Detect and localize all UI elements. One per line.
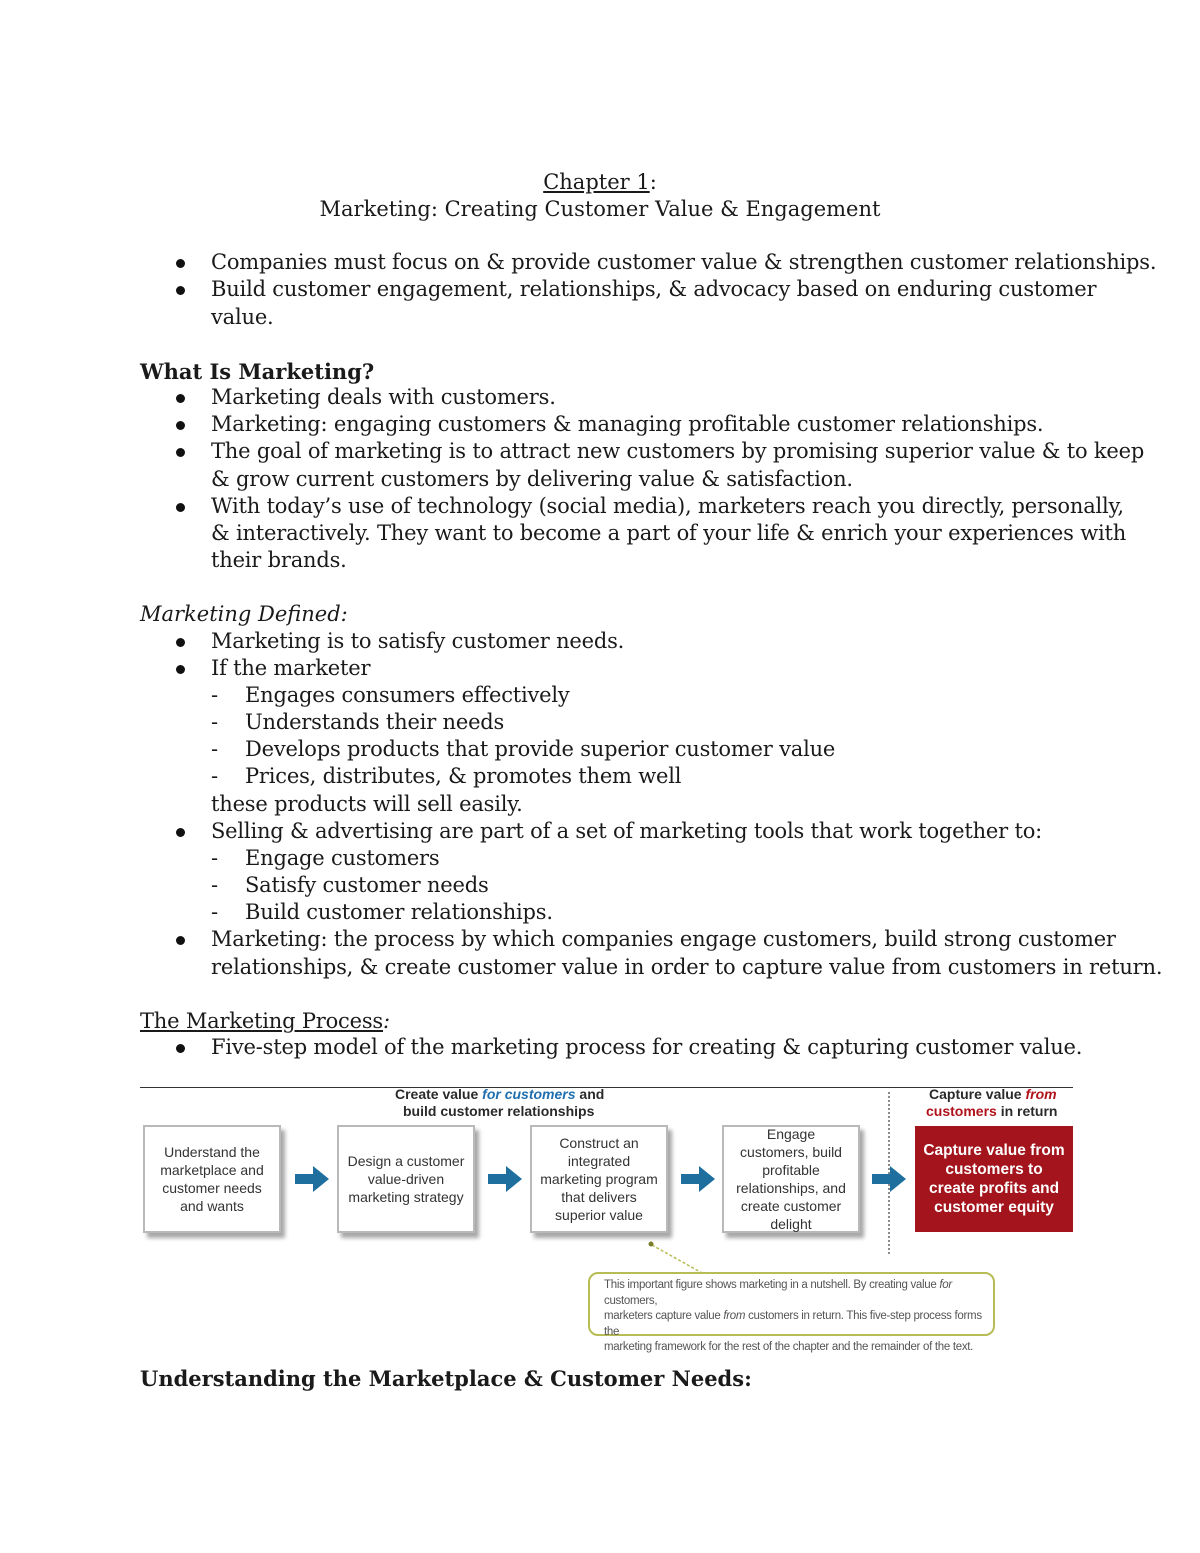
md-sub2-3: Build customer relationships. xyxy=(245,900,553,924)
bullet-marker xyxy=(176,286,185,295)
right-arrow-icon xyxy=(293,1163,331,1195)
bullet-marker xyxy=(176,1044,185,1053)
md-sub-2: Understands their needs xyxy=(245,710,505,734)
step-box-5 xyxy=(915,1126,1073,1232)
intro-bullet-2: Build customer engagement, relationships, & advocacy based on enduring customer xyxy=(211,277,1097,301)
mp-bullet-1: Five-step model of the marketing process for creating & capturing customer value. xyxy=(211,1035,1083,1059)
wim-line-4-cont2: their brands. xyxy=(211,548,347,572)
bullet-marker xyxy=(176,421,185,430)
wim-line-3-cont: & grow current customers by delivering value & satisfaction. xyxy=(211,467,853,491)
md-bullet-3: Selling & advertising are part of a set of marketing tools that work together to: xyxy=(211,819,1043,843)
wim-line-4-cont: & interactively. They want to become a part of your life & enrich your experiences with xyxy=(211,521,1127,545)
intro-bullet-2-cont: value. xyxy=(211,305,274,329)
caption-right-c: customers xyxy=(926,1103,997,1119)
intro-bullet-1: Companies must focus on & provide customer value & strengthen customer relationships. xyxy=(211,250,1157,274)
dash-marker: - xyxy=(211,873,219,897)
chapter-label: Chapter 1 xyxy=(543,170,650,194)
dash-marker: - xyxy=(211,683,219,707)
note-g: marketing framework for the rest of the chapter and the remainder of the text. xyxy=(604,1341,974,1353)
caption-left-b: for customers xyxy=(482,1086,576,1102)
caption-right-b: from xyxy=(1025,1086,1057,1102)
note-f: customers in return. This five-step process forms the xyxy=(604,1310,982,1338)
caption-right-a: Capture value xyxy=(929,1086,1026,1102)
dash-marker: - xyxy=(211,764,219,788)
md-sub2-1: Engage customers xyxy=(245,846,440,870)
step-4-label: Engage customers, build profitable relationships, and create customer delight xyxy=(736,1126,846,1232)
caption-right-d: in return xyxy=(996,1103,1058,1119)
wim-line-4: With today’s use of technology (social media), marketers reach you directly, personally, xyxy=(211,494,1124,518)
step-3-label: Construct an integrated marketing program that delivers superior value xyxy=(540,1135,658,1223)
diagram-note xyxy=(588,1272,995,1353)
note-b: for xyxy=(939,1279,952,1291)
bullet-marker xyxy=(176,665,185,674)
dash-marker: - xyxy=(211,737,219,761)
dash-marker: - xyxy=(211,900,219,924)
wim-line-2: Marketing: engaging customers & managing profitable customer relationships. xyxy=(211,412,1044,436)
create-value-caption xyxy=(395,1086,604,1120)
bullet-marker xyxy=(176,828,185,837)
md-bullet-4: Marketing: the process by which companies engage customers, build strong customer xyxy=(211,927,1116,951)
caption-left-d: build customer relationships xyxy=(403,1103,595,1119)
wim-line-3: The goal of marketing is to attract new customers by promising superior value & to keep xyxy=(211,439,1145,463)
step-box-1 xyxy=(143,1125,281,1233)
right-arrow-icon xyxy=(870,1163,908,1195)
md-bullet-1: Marketing is to satisfy customer needs. xyxy=(211,629,625,653)
note-a: This important figure shows marketing in a nutshell. By creating value xyxy=(604,1279,940,1291)
md-sub-1: Engages consumers effectively xyxy=(245,683,570,707)
section-heading-marketing-process xyxy=(140,1009,390,1033)
md-sub2-2: Satisfy customer needs xyxy=(245,873,489,897)
marketing-process-diagram xyxy=(140,1080,1075,1353)
section-heading-marketing-defined: Marketing Defined: xyxy=(140,602,348,626)
step-box-3 xyxy=(530,1125,668,1233)
caption-left-a: Create value xyxy=(395,1086,483,1102)
bullet-marker xyxy=(176,394,185,403)
bullet-marker xyxy=(176,503,185,512)
chapter-title xyxy=(0,170,1200,194)
bullet-marker xyxy=(176,448,185,457)
dash-marker: - xyxy=(211,710,219,734)
wim-line-1: Marketing deals with customers. xyxy=(211,385,556,409)
md-bullet-2-end: these products will sell easily. xyxy=(211,792,523,816)
section-heading-understanding-marketplace: Understanding the Marketplace & Customer Needs: xyxy=(140,1366,752,1391)
final-step-label: Capture value from customers to create profits and customer equity xyxy=(923,1142,1065,1216)
right-arrow-icon xyxy=(679,1163,717,1195)
chapter-subtitle: Marketing: Creating Customer Value & Engagement xyxy=(319,197,881,221)
caption-left-c: and xyxy=(575,1086,605,1102)
chapter-suffix: : xyxy=(649,170,657,194)
marketing-process-label: The Marketing Process xyxy=(140,1009,384,1033)
md-sub-4: Prices, distributes, & promotes them well xyxy=(245,764,682,788)
note-d: marketers capture value xyxy=(604,1310,724,1322)
bullet-marker xyxy=(176,638,185,647)
step-box-2 xyxy=(337,1125,475,1233)
note-c: customers, xyxy=(604,1294,658,1307)
bullet-marker xyxy=(176,936,185,945)
md-bullet-4-cont: relationships, & create customer value in order to capture value from customers in return. xyxy=(211,955,1163,979)
capture-value-caption xyxy=(926,1086,1057,1120)
step-2-label: Design a customer value-driven marketing strategy xyxy=(347,1153,465,1205)
bullet-marker xyxy=(176,259,185,268)
step-box-4 xyxy=(722,1125,860,1233)
dash-marker: - xyxy=(211,846,219,870)
md-bullet-2: If the marketer xyxy=(211,656,371,680)
right-arrow-icon xyxy=(486,1163,524,1195)
step-1-label: Understand the marketplace and customer needs and wants xyxy=(160,1144,264,1214)
marketing-process-suffix: : xyxy=(383,1009,390,1033)
section-heading-what-is-marketing: What Is Marketing? xyxy=(140,359,375,384)
md-sub-3: Develops products that provide superior customer value xyxy=(245,737,836,761)
note-e: from xyxy=(723,1310,746,1322)
